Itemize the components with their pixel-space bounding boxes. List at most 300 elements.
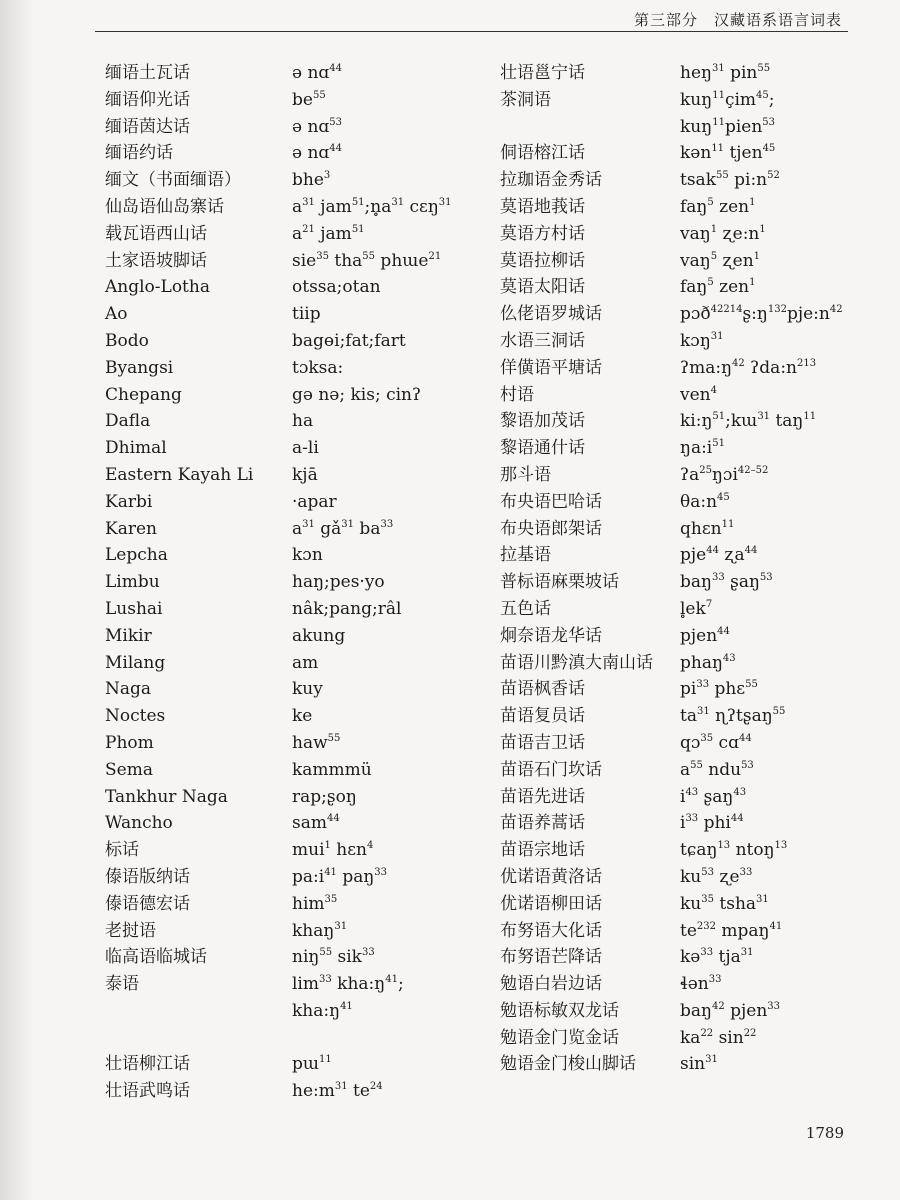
tone-mark: 13 xyxy=(774,840,788,852)
word-entry xyxy=(500,569,890,596)
word-form xyxy=(292,730,340,757)
form-text: l̥ek xyxy=(680,598,706,619)
word-form xyxy=(292,837,373,864)
word-form xyxy=(680,757,754,784)
tone-mark: 21 xyxy=(302,223,315,235)
word-form xyxy=(680,167,780,194)
tone-mark: 41 xyxy=(340,1000,353,1012)
word-form xyxy=(680,194,756,221)
tone-mark: 31 xyxy=(341,518,355,530)
tone-mark: 31 xyxy=(756,893,769,905)
word-form xyxy=(680,810,744,837)
word-entry xyxy=(500,489,890,516)
word-form xyxy=(292,757,372,784)
word-form xyxy=(292,891,337,918)
form-text: baŋ xyxy=(680,572,712,593)
word-entry xyxy=(500,382,890,409)
form-text: i xyxy=(680,813,686,834)
word-form xyxy=(680,676,758,703)
word-form xyxy=(292,944,375,971)
form-text: mui xyxy=(292,840,325,861)
language-name: 苗语吉卫话 xyxy=(500,732,585,753)
word-entry xyxy=(500,596,890,623)
word-form xyxy=(680,596,712,623)
word-form xyxy=(292,1078,383,1105)
word-form xyxy=(292,274,381,301)
language-name: 布努语芒降话 xyxy=(500,947,602,968)
tone-mark: 35 xyxy=(701,893,714,905)
form-text: jam xyxy=(314,223,352,244)
language-name: 那斗语 xyxy=(500,464,551,485)
language-name: 缅语仰光话 xyxy=(105,89,190,110)
form-text: kuŋ xyxy=(680,89,713,110)
tone-mark: 55 xyxy=(362,250,376,262)
tone-mark: 53 xyxy=(701,866,714,878)
tone-mark: 51 xyxy=(712,438,725,450)
word-entry xyxy=(105,114,495,141)
form-text: sik xyxy=(332,947,362,968)
language-name: 勉语金门览金话 xyxy=(500,1027,619,1048)
word-form xyxy=(292,194,452,221)
word-entry xyxy=(105,676,495,703)
form-text: vaŋ xyxy=(680,223,711,244)
language-name: 普标语麻栗坡话 xyxy=(500,572,619,593)
language-name: 傣语德宏话 xyxy=(105,893,190,914)
word-entry xyxy=(500,301,890,328)
tone-mark: 52 xyxy=(767,170,780,182)
tone-mark: 55 xyxy=(327,732,341,744)
word-form xyxy=(680,730,752,757)
word-entry xyxy=(500,944,890,971)
word-entry xyxy=(500,757,890,784)
word-entry xyxy=(105,784,495,811)
form-text: tɔksa: xyxy=(292,357,344,378)
language-name: 老挝语 xyxy=(105,920,156,941)
tone-mark: 3 xyxy=(323,170,331,182)
tone-mark: 42 xyxy=(711,1000,725,1012)
word-entry xyxy=(105,703,495,730)
word-entry xyxy=(500,918,890,945)
tone-mark: 45 xyxy=(717,491,730,503)
word-entry xyxy=(500,810,890,837)
header-rule xyxy=(95,31,848,32)
word-entry xyxy=(500,114,890,141)
form-text: ke xyxy=(292,706,313,727)
language-name: Dafla xyxy=(105,411,151,432)
language-name: 莫语太阳话 xyxy=(500,277,585,298)
form-text: phɯe xyxy=(375,250,429,271)
form-text: pien xyxy=(724,116,763,137)
language-name: 侗语榕江话 xyxy=(500,143,585,164)
form-text: tsak xyxy=(680,170,716,191)
form-text: sam xyxy=(292,813,327,834)
form-text: ʐa xyxy=(718,545,745,566)
tone-mark: 1 xyxy=(759,223,766,235)
form-text: ki:ŋ xyxy=(680,411,713,432)
form-text: ɳʔtʂaŋ xyxy=(709,706,773,727)
language-name: Milang xyxy=(105,652,166,673)
form-text: taŋ xyxy=(770,411,804,432)
language-name: 勉语金门梭山脚话 xyxy=(500,1054,636,1075)
tone-mark: 55 xyxy=(716,170,729,182)
word-form xyxy=(680,542,757,569)
language-name: Wancho xyxy=(105,813,173,834)
tone-mark: 31 xyxy=(302,518,315,530)
language-name: 缅语约话 xyxy=(105,143,173,164)
word-form xyxy=(292,864,387,891)
tone-mark: 31 xyxy=(696,706,710,718)
language-name: Ao xyxy=(105,304,128,325)
word-form xyxy=(292,784,357,811)
form-text: tja xyxy=(713,947,741,968)
form-text: jam xyxy=(314,196,352,217)
word-entry xyxy=(105,435,495,462)
language-name: Phom xyxy=(105,732,154,753)
form-text: zen xyxy=(713,277,750,298)
form-text: a-li xyxy=(292,438,319,459)
form-text: ntoŋ xyxy=(730,840,775,861)
form-text: ; xyxy=(768,89,775,110)
word-entry xyxy=(500,864,890,891)
word-entry xyxy=(500,167,890,194)
form-text: khaŋ xyxy=(292,920,335,941)
word-form xyxy=(680,516,734,543)
word-form xyxy=(292,140,342,167)
form-text: a xyxy=(292,196,303,217)
tone-mark: 1 xyxy=(753,250,761,262)
word-entry xyxy=(105,194,495,221)
word-form xyxy=(292,516,393,543)
word-entry xyxy=(105,1025,495,1052)
tone-mark: 33 xyxy=(739,866,753,878)
word-form xyxy=(680,274,756,301)
language-name: 佯僙语平塘话 xyxy=(500,357,602,378)
word-form xyxy=(292,301,321,328)
tone-mark: 1 xyxy=(749,196,756,208)
word-entry xyxy=(105,569,495,596)
language-name: 莫语地莪话 xyxy=(500,196,585,217)
tone-mark: 22 xyxy=(700,1027,714,1039)
form-text: pi xyxy=(680,679,697,700)
language-name: 苗语宗地话 xyxy=(500,840,585,861)
language-name: 壮语武鸣话 xyxy=(105,1081,190,1102)
tone-mark: 35 xyxy=(324,893,338,905)
word-form xyxy=(680,87,774,114)
word-form xyxy=(292,918,347,945)
tone-mark: 11 xyxy=(721,518,735,530)
form-text: ; xyxy=(397,974,404,995)
tone-mark: 42214 xyxy=(710,304,743,316)
form-text: ŋɔi xyxy=(711,464,738,485)
form-text: pɯ xyxy=(292,1054,320,1075)
word-form xyxy=(680,1025,756,1052)
tone-mark: 44 xyxy=(329,63,343,74)
tone-mark: 35 xyxy=(700,732,714,744)
word-form xyxy=(292,998,353,1025)
form-text: ta xyxy=(680,706,697,727)
form-text: sin xyxy=(680,1054,706,1075)
form-text: çim xyxy=(724,89,757,110)
language-name: Lepcha xyxy=(105,545,168,566)
language-name: 炯奈语龙华话 xyxy=(500,625,602,646)
tone-mark: 11 xyxy=(803,411,817,423)
form-text: ba xyxy=(354,518,381,539)
tone-mark: 33 xyxy=(767,1000,781,1012)
tone-mark: 21 xyxy=(428,250,442,262)
tone-mark: 31 xyxy=(302,196,315,208)
form-text: kən xyxy=(680,143,712,164)
word-entry xyxy=(500,730,890,757)
form-text: ·apar xyxy=(292,491,337,512)
language-name: Dhimal xyxy=(105,438,167,459)
tone-mark: 53 xyxy=(759,572,773,584)
language-name: Byangsi xyxy=(105,357,174,378)
tone-mark: 11 xyxy=(712,116,725,128)
form-text: phɛ xyxy=(709,679,746,700)
tone-mark: 35 xyxy=(316,250,329,262)
word-entry xyxy=(105,301,495,328)
form-text: pi:n xyxy=(728,170,768,191)
tone-mark: 44 xyxy=(326,813,340,825)
tone-mark: 31 xyxy=(711,63,725,74)
word-entry xyxy=(105,971,495,998)
language-name: Mikir xyxy=(105,625,152,646)
form-text: pɔð xyxy=(680,304,711,325)
word-entry xyxy=(105,918,495,945)
tone-mark: 5 xyxy=(707,277,714,289)
word-entry xyxy=(500,623,890,650)
form-text: ha xyxy=(292,411,314,432)
tone-mark: 53 xyxy=(329,116,343,128)
language-name: 苗语复员话 xyxy=(500,706,585,727)
word-form xyxy=(292,87,326,114)
tone-mark: 51 xyxy=(712,411,726,423)
tone-mark: 55 xyxy=(757,63,771,74)
tone-mark: 132 xyxy=(767,304,787,316)
language-name: Limbu xyxy=(105,572,160,593)
word-form xyxy=(680,140,775,167)
word-entry xyxy=(105,810,495,837)
word-form xyxy=(680,623,730,650)
tone-mark: 44 xyxy=(329,143,343,155)
word-form xyxy=(680,114,775,141)
tone-mark: 11 xyxy=(319,1054,332,1066)
form-text: ;kɯ xyxy=(725,411,758,432)
right-column xyxy=(500,60,890,1078)
word-form xyxy=(680,837,787,864)
language-name: 临高语临城话 xyxy=(105,947,207,968)
word-entry xyxy=(105,167,495,194)
tone-mark: 44 xyxy=(738,732,752,744)
word-entry xyxy=(105,730,495,757)
tone-mark: 53 xyxy=(762,116,776,128)
form-text: ʔma:ŋ xyxy=(680,357,733,378)
running-header: 第三部分 汉藏语系语言词表 xyxy=(633,11,842,29)
tone-mark: 13 xyxy=(717,840,731,852)
language-name: 苗语先进话 xyxy=(500,786,585,807)
form-text: paŋ xyxy=(336,866,375,887)
language-name: Eastern Kayah Li xyxy=(105,464,254,485)
word-entry xyxy=(500,971,890,998)
word-form xyxy=(292,382,421,409)
word-entry xyxy=(105,408,495,435)
word-form xyxy=(680,944,754,971)
word-entry xyxy=(105,274,495,301)
language-name: 泰语 xyxy=(105,974,139,995)
word-form xyxy=(680,60,770,87)
form-text: ku xyxy=(680,866,702,887)
word-entry xyxy=(500,542,890,569)
form-text: ʐen xyxy=(717,250,754,271)
form-text: ;n̥a xyxy=(364,196,392,217)
word-form xyxy=(292,623,345,650)
language-name: 土家语坡脚话 xyxy=(105,250,207,271)
form-text: a xyxy=(292,518,303,539)
tone-mark: 44 xyxy=(730,813,744,825)
form-text: baŋ xyxy=(680,1000,712,1021)
form-text: pjen xyxy=(680,625,718,646)
tone-mark: 44 xyxy=(706,545,719,557)
word-entry xyxy=(500,462,890,489)
language-name: 苗语养蒿话 xyxy=(500,813,585,834)
tone-mark: 53 xyxy=(741,759,754,771)
word-entry xyxy=(500,435,890,462)
form-text: kɔŋ xyxy=(680,330,711,351)
tone-mark: 31 xyxy=(334,1081,348,1093)
tone-mark: 45 xyxy=(756,89,769,101)
form-text: nâk;pang;râl xyxy=(292,598,402,619)
word-entry xyxy=(105,623,495,650)
tone-mark: 55 xyxy=(745,679,758,691)
form-text: haw xyxy=(292,732,328,753)
word-entry xyxy=(500,784,890,811)
tone-mark: 1 xyxy=(324,840,331,852)
word-form xyxy=(680,355,816,382)
form-text: otssa;otan xyxy=(292,277,381,298)
form-text: ə nɑ xyxy=(292,116,330,137)
form-text: gə nə; kis; cinʔ xyxy=(292,384,422,405)
form-text: a xyxy=(680,759,691,780)
form-text: pin xyxy=(724,63,758,83)
word-entry xyxy=(105,542,495,569)
form-text: tiip xyxy=(292,304,321,325)
form-text: kha:ŋ xyxy=(331,974,386,995)
tone-mark: 51 xyxy=(351,223,365,235)
word-form xyxy=(680,328,724,355)
form-text: phi xyxy=(698,813,731,834)
form-text: pje:n xyxy=(786,304,830,325)
language-name: 布努语大化话 xyxy=(500,920,602,941)
word-form xyxy=(292,114,342,141)
tone-mark: 4 xyxy=(367,840,374,852)
form-text: tɕaŋ xyxy=(680,840,718,861)
word-form xyxy=(680,1051,718,1078)
word-entry xyxy=(105,837,495,864)
language-name: Bodo xyxy=(105,330,149,351)
tone-mark: 41 xyxy=(769,920,783,932)
form-text: ʂ:ŋ xyxy=(742,304,768,325)
word-entry xyxy=(500,140,890,167)
word-entry xyxy=(105,757,495,784)
form-text: ʔa xyxy=(680,464,700,485)
form-text: te xyxy=(680,920,697,941)
form-text: pje xyxy=(680,545,707,566)
word-entry xyxy=(105,328,495,355)
form-text: tha xyxy=(328,250,363,271)
tone-mark: 33 xyxy=(361,947,375,959)
form-text: te xyxy=(347,1081,370,1102)
form-text: heŋ xyxy=(680,63,712,83)
language-name: Anglo-Lotha xyxy=(105,277,210,298)
tone-mark: 33 xyxy=(696,679,710,691)
form-text: a xyxy=(292,223,303,244)
tone-mark: 213 xyxy=(797,357,817,369)
form-text: ʂaŋ xyxy=(724,572,760,593)
word-form xyxy=(292,248,441,275)
language-name: 壮语邕宁话 xyxy=(500,63,585,83)
tone-mark: 55 xyxy=(312,89,326,101)
form-text: mpaŋ xyxy=(716,920,770,941)
word-form xyxy=(680,435,725,462)
word-form xyxy=(680,221,766,248)
word-entry xyxy=(105,462,495,489)
word-entry xyxy=(500,703,890,730)
language-name: 标话 xyxy=(105,840,139,861)
word-form xyxy=(292,462,318,489)
language-name: 载瓦语西山话 xyxy=(105,223,207,244)
tone-mark: 31 xyxy=(391,196,405,208)
tone-mark: 1 xyxy=(749,277,756,289)
language-name: 缅语茵达话 xyxy=(105,116,190,137)
tone-mark: 5 xyxy=(710,250,718,262)
word-entry xyxy=(105,1078,495,1105)
word-entry xyxy=(500,1025,890,1052)
word-form xyxy=(292,650,318,677)
word-form xyxy=(292,328,406,355)
form-text: cɛŋ xyxy=(404,196,439,217)
word-entry xyxy=(500,194,890,221)
word-entry xyxy=(105,944,495,971)
form-text: ven xyxy=(680,384,711,405)
word-form xyxy=(680,248,760,275)
word-entry xyxy=(500,274,890,301)
form-text: gǎ xyxy=(314,518,342,539)
language-name: 壮语柳江话 xyxy=(105,1054,190,1075)
page-binding-shadow xyxy=(0,0,34,1200)
form-text: vaŋ xyxy=(680,250,711,271)
word-form xyxy=(680,784,746,811)
language-name: 优诺语黄洛话 xyxy=(500,866,602,887)
form-text: ka xyxy=(680,1027,701,1048)
word-form xyxy=(292,703,312,730)
form-text: qɔ xyxy=(680,732,701,753)
tone-mark: 55 xyxy=(772,706,786,718)
tone-mark: 51 xyxy=(351,196,365,208)
word-form xyxy=(292,596,401,623)
tone-mark: 44 xyxy=(744,545,758,557)
word-entry xyxy=(105,489,495,516)
form-text: ʐe xyxy=(713,866,740,887)
language-name: 莫语方村话 xyxy=(500,223,585,244)
form-text: ə nɑ xyxy=(292,63,330,83)
page-number: 1789 xyxy=(805,1124,844,1142)
tone-mark: 45 xyxy=(762,143,776,155)
form-text: θa:n xyxy=(680,491,718,512)
language-name: 五色话 xyxy=(500,598,551,619)
tone-mark: 42 xyxy=(829,304,843,316)
form-text: sie xyxy=(292,250,317,271)
tone-mark: 1 xyxy=(710,223,718,235)
